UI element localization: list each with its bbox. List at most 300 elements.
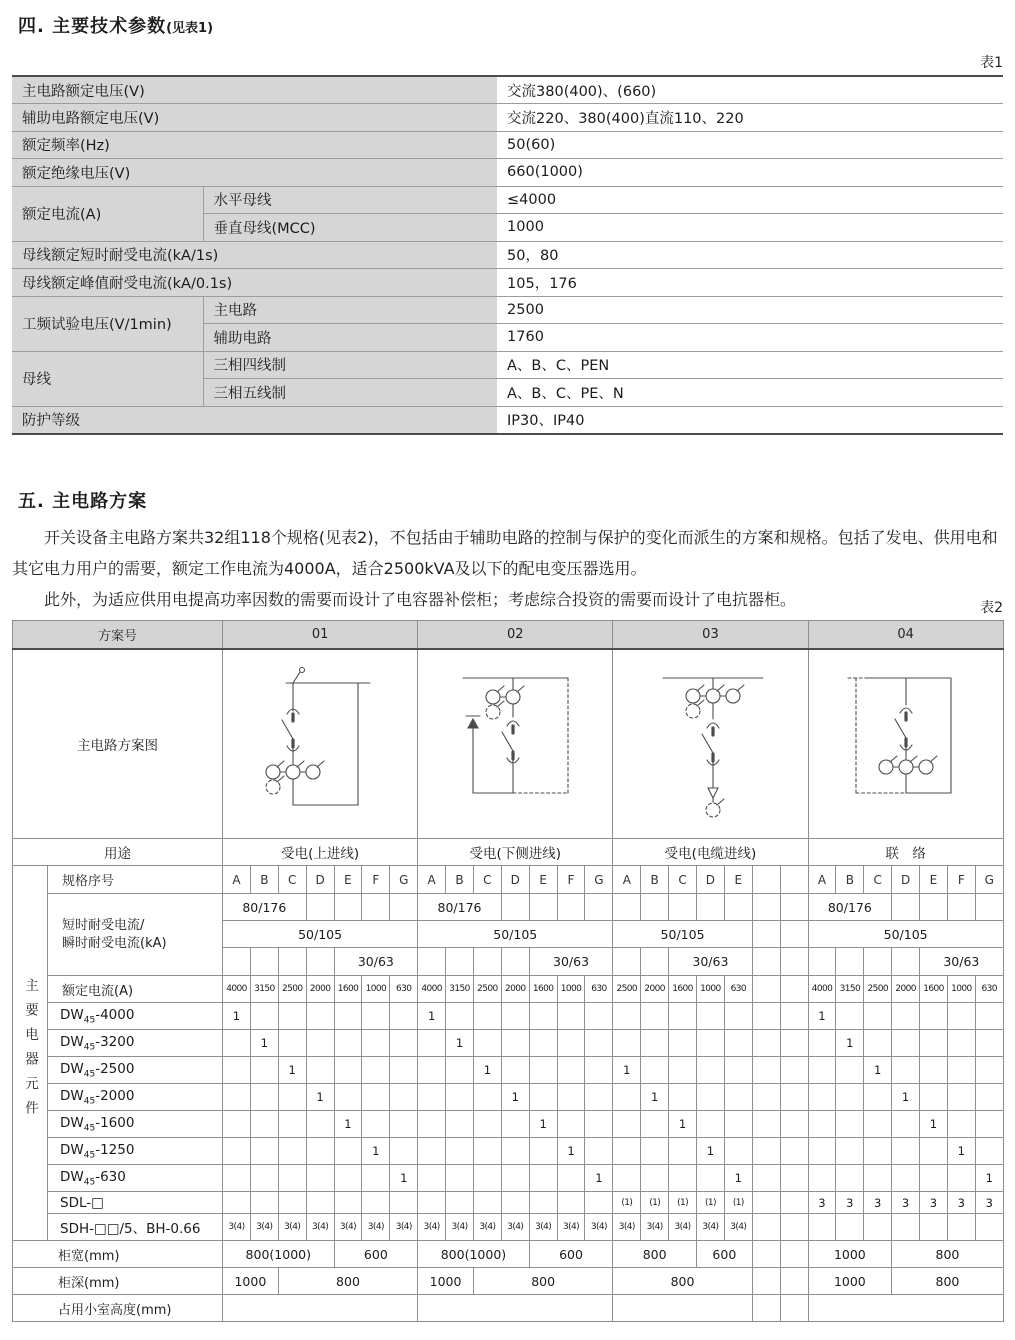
empty-cell — [223, 948, 251, 976]
grid-cell: 1 — [724, 1165, 752, 1192]
empty-cell — [864, 1138, 892, 1165]
empty-cell — [780, 1111, 808, 1138]
device-row-dw45-2000 — [13, 1084, 1004, 1111]
scheme-02-header: 02 — [418, 621, 613, 649]
grid-cell: 800(1000) — [418, 1241, 530, 1268]
empty-cell — [696, 1057, 724, 1084]
param-group-label: 工频试验电压(V/1min) — [12, 296, 203, 351]
section4-note: (见表1) — [166, 21, 214, 36]
empty-cell — [836, 1084, 864, 1111]
param-label: 额定绝缘电压(V) — [12, 159, 497, 187]
empty-cell — [501, 1165, 529, 1192]
empty-cell — [278, 948, 306, 976]
grid-cell: 3(4) — [501, 1214, 529, 1241]
cabinet-width-row — [13, 1241, 1004, 1268]
empty-cell — [250, 1111, 278, 1138]
empty-cell — [278, 1111, 306, 1138]
empty-cell — [390, 894, 418, 921]
empty-cell — [975, 1084, 1003, 1111]
empty-cell — [613, 948, 641, 976]
empty-cell — [418, 1295, 613, 1322]
empty-cell — [808, 1165, 836, 1192]
grid-cell: 3(4) — [418, 1214, 446, 1241]
empty-cell — [892, 1003, 920, 1030]
grid-cell: E — [529, 866, 557, 894]
grid-cell: C — [278, 866, 306, 894]
empty-cell — [306, 1057, 334, 1084]
empty-cell — [947, 1214, 975, 1241]
empty-cell — [278, 1030, 306, 1057]
grid-cell: 1000 — [808, 1241, 892, 1268]
empty-cell — [836, 1057, 864, 1084]
param-sub-label: 三相四线制 — [203, 351, 497, 379]
grid-cell: 2500 — [864, 976, 892, 1003]
param-value: A、B、C、PE、N — [497, 379, 1003, 407]
grid-cell: E — [334, 866, 362, 894]
grid-cell: 1 — [446, 1030, 474, 1057]
empty-cell — [585, 1192, 613, 1214]
table-row — [12, 186, 1003, 214]
param-sub-label: 辅助电路 — [203, 324, 497, 352]
empty-cell — [278, 1192, 306, 1214]
empty-cell — [529, 1030, 557, 1057]
empty-cell — [613, 894, 641, 921]
grid-cell: 3 — [947, 1192, 975, 1214]
scheme-04-header: 04 — [808, 621, 1003, 649]
empty-cell — [975, 1111, 1003, 1138]
empty-cell — [390, 1192, 418, 1214]
usage-row-label: 用途 — [13, 839, 223, 866]
device-label: $DW_{45}-630$ — [48, 1165, 223, 1192]
grid-cell: 3(4) — [223, 1214, 251, 1241]
grid-cell: 1000 — [557, 976, 585, 1003]
empty-cell — [362, 1030, 390, 1057]
param-value: 50(60) — [497, 131, 1003, 159]
empty-cell — [864, 1030, 892, 1057]
row-label: 规格序号 — [48, 866, 223, 894]
device-row-dw45-3200 — [13, 1030, 1004, 1057]
grid-cell: 3(4) — [557, 1214, 585, 1241]
empty-cell — [418, 1111, 446, 1138]
circuit-diagram-03 — [613, 649, 808, 839]
grid-cell: 3150 — [836, 976, 864, 1003]
grid-cell: 1 — [306, 1084, 334, 1111]
empty-cell — [278, 1138, 306, 1165]
empty-cell — [501, 1030, 529, 1057]
usage-row — [13, 839, 1004, 866]
empty-cell — [892, 894, 920, 921]
grid-cell: 50/105 — [418, 921, 613, 948]
empty-cell — [613, 1084, 641, 1111]
param-value: 交流380(400)、(660) — [497, 76, 1003, 104]
device-label: $DW_{45}-1250$ — [48, 1138, 223, 1165]
grid-cell: 1 — [892, 1084, 920, 1111]
empty-cell — [696, 1084, 724, 1111]
row-label: 短时耐受电流/ 瞬时耐受电流(kA) — [48, 894, 223, 976]
empty-cell — [752, 1295, 780, 1322]
table-row — [12, 104, 1003, 132]
empty-cell — [724, 1138, 752, 1165]
grid-cell: 2500 — [278, 976, 306, 1003]
empty-cell — [362, 1084, 390, 1111]
empty-cell — [780, 1268, 808, 1295]
usage-scheme-02: 受电(下侧进线) — [418, 839, 613, 866]
withstand-row-high — [13, 894, 1004, 921]
empty-cell — [808, 1084, 836, 1111]
empty-cell — [613, 1295, 752, 1322]
empty-cell — [306, 1165, 334, 1192]
empty-cell — [529, 1003, 557, 1030]
empty-cell — [390, 1084, 418, 1111]
grid-cell: 1 — [390, 1165, 418, 1192]
empty-cell — [752, 1214, 780, 1241]
empty-cell — [306, 1138, 334, 1165]
empty-cell — [473, 1165, 501, 1192]
vertical-label-main-components: 主要电器元件 — [13, 866, 48, 1241]
empty-cell — [975, 1138, 1003, 1165]
empty-cell — [418, 948, 446, 976]
empty-cell — [808, 1214, 836, 1241]
empty-cell — [223, 1030, 251, 1057]
empty-cell — [641, 1030, 669, 1057]
empty-cell — [250, 948, 278, 976]
empty-cell — [557, 1165, 585, 1192]
empty-cell — [780, 1165, 808, 1192]
grid-cell: 1 — [278, 1057, 306, 1084]
empty-cell — [641, 1057, 669, 1084]
empty-cell — [306, 1003, 334, 1030]
empty-cell — [696, 894, 724, 921]
empty-cell — [390, 1057, 418, 1084]
device-row-dw45-1600 — [13, 1111, 1004, 1138]
paragraph-1: 开关设备主电路方案共32组118个规格(见表2)，不包括由于辅助电路的控制与保护的变化而派生的方案和规格。包括了发电、供用电和其它电力用户的需要，额定工作电流为4000A，适合2500kVA及以下的配电变压器选用。 — [12, 528, 998, 578]
grid-cell: 800(1000) — [223, 1241, 335, 1268]
empty-cell — [473, 948, 501, 976]
empty-cell — [585, 1111, 613, 1138]
empty-cell — [808, 1295, 1003, 1322]
empty-cell — [641, 1003, 669, 1030]
table-row — [12, 76, 1003, 104]
empty-cell — [724, 1111, 752, 1138]
empty-cell — [585, 1003, 613, 1030]
empty-cell — [808, 1030, 836, 1057]
device-row-dw45-2500 — [13, 1057, 1004, 1084]
empty-cell — [613, 1138, 641, 1165]
grid-cell: 50/105 — [223, 921, 418, 948]
grid-cell: 3(4) — [669, 1214, 697, 1241]
param-sub-label: 三相五线制 — [203, 379, 497, 407]
table1-caption: 表1 — [980, 55, 1003, 71]
empty-cell — [362, 1165, 390, 1192]
grid-cell: 800 — [473, 1268, 612, 1295]
circuit-diagram-02 — [418, 649, 613, 839]
grid-cell: 1000 — [418, 1268, 474, 1295]
grid-cell: 1600 — [529, 976, 557, 1003]
grid-cell: 1600 — [669, 976, 697, 1003]
grid-cell: F — [947, 866, 975, 894]
empty-cell — [390, 1030, 418, 1057]
empty-cell — [892, 1165, 920, 1192]
empty-cell — [808, 948, 836, 976]
grid-cell: G — [390, 866, 418, 894]
empty-cell — [752, 1165, 780, 1192]
param-label: 额定频率(Hz) — [12, 131, 497, 159]
empty-cell — [334, 894, 362, 921]
empty-cell — [446, 1003, 474, 1030]
grid-cell: 600 — [334, 1241, 418, 1268]
empty-cell — [334, 1003, 362, 1030]
empty-cell — [752, 1192, 780, 1214]
grid-cell: (1) — [641, 1192, 669, 1214]
empty-cell — [696, 1003, 724, 1030]
empty-cell — [501, 948, 529, 976]
grid-cell: 3(4) — [473, 1214, 501, 1241]
grid-cell: 3 — [892, 1192, 920, 1214]
empty-cell — [446, 1192, 474, 1214]
param-sub-label: 主电路 — [203, 296, 497, 324]
param-label: 母线额定短时耐受电流(kA/1s) — [12, 241, 497, 269]
table-row — [12, 406, 1003, 434]
empty-cell — [892, 1138, 920, 1165]
empty-cell — [334, 1192, 362, 1214]
empty-cell — [473, 1138, 501, 1165]
empty-cell — [920, 1003, 948, 1030]
empty-cell — [696, 1111, 724, 1138]
grid-cell: 3(4) — [585, 1214, 613, 1241]
section5-body — [12, 522, 1003, 615]
empty-cell — [250, 1057, 278, 1084]
empty-cell — [334, 1030, 362, 1057]
empty-cell — [641, 894, 669, 921]
empty-cell — [752, 1057, 780, 1084]
empty-cell — [501, 894, 529, 921]
grid-cell: 1 — [669, 1111, 697, 1138]
empty-cell — [613, 1030, 641, 1057]
grid-cell: 3150 — [250, 976, 278, 1003]
empty-cell — [613, 1003, 641, 1030]
empty-cell — [920, 1138, 948, 1165]
scheme-03-header: 03 — [613, 621, 808, 649]
empty-cell — [473, 1111, 501, 1138]
empty-cell — [864, 1003, 892, 1030]
grid-cell: 1 — [362, 1138, 390, 1165]
grid-cell: 4000 — [808, 976, 836, 1003]
grid-cell: B — [250, 866, 278, 894]
empty-cell — [585, 1057, 613, 1084]
grid-cell: (1) — [696, 1192, 724, 1214]
empty-cell — [446, 1084, 474, 1111]
device-row-dw45-1250 — [13, 1138, 1004, 1165]
empty-cell — [780, 1138, 808, 1165]
param-value: 交流220、380(400)直流110、220 — [497, 104, 1003, 132]
param-sub-label: 水平母线 — [203, 186, 497, 214]
empty-cell — [780, 976, 808, 1003]
empty-cell — [836, 1165, 864, 1192]
grid-cell: 80/176 — [808, 894, 892, 921]
empty-cell — [223, 1165, 251, 1192]
empty-cell — [975, 1057, 1003, 1084]
empty-cell — [250, 1192, 278, 1214]
grid-cell: 800 — [892, 1268, 1004, 1295]
grid-cell: 1 — [947, 1138, 975, 1165]
empty-cell — [780, 1214, 808, 1241]
empty-cell — [864, 1214, 892, 1241]
table2-caption: 表2 — [980, 600, 1003, 616]
empty-cell — [557, 894, 585, 921]
table-row — [12, 131, 1003, 159]
empty-cell — [585, 1084, 613, 1111]
empty-cell — [362, 1192, 390, 1214]
empty-cell — [752, 1030, 780, 1057]
param-value: A、B、C、PEN — [497, 351, 1003, 379]
device-row-sdl — [13, 1192, 1004, 1214]
empty-cell — [418, 1084, 446, 1111]
empty-cell — [529, 1138, 557, 1165]
empty-cell — [362, 894, 390, 921]
empty-cell — [892, 948, 920, 976]
empty-cell — [752, 976, 780, 1003]
section5-title: 五. 主电路方案 — [18, 491, 148, 512]
grid-cell: 3(4) — [334, 1214, 362, 1241]
grid-cell: G — [585, 866, 613, 894]
empty-cell — [780, 1003, 808, 1030]
grid-cell: 2000 — [501, 976, 529, 1003]
empty-cell — [641, 1165, 669, 1192]
grid-cell: 3(4) — [390, 1214, 418, 1241]
empty-cell — [278, 1084, 306, 1111]
empty-cell — [947, 1057, 975, 1084]
empty-cell — [501, 1003, 529, 1030]
grid-cell: E — [724, 866, 752, 894]
param-value: 105，176 — [497, 269, 1003, 297]
grid-cell: 1 — [975, 1165, 1003, 1192]
grid-cell: 3(4) — [278, 1214, 306, 1241]
empty-cell — [223, 1057, 251, 1084]
empty-cell — [780, 1192, 808, 1214]
table1-technical-parameters — [12, 75, 1003, 435]
empty-cell — [780, 948, 808, 976]
spec-number-row — [13, 866, 1004, 894]
empty-cell — [501, 1111, 529, 1138]
usage-scheme-04: 联 络 — [808, 839, 1003, 866]
empty-cell — [975, 1030, 1003, 1057]
grid-cell: 630 — [585, 976, 613, 1003]
grid-cell: 2000 — [641, 976, 669, 1003]
empty-cell — [418, 1030, 446, 1057]
grid-cell: F — [362, 866, 390, 894]
grid-cell: 3(4) — [446, 1214, 474, 1241]
grid-cell: 1 — [920, 1111, 948, 1138]
empty-cell — [920, 1084, 948, 1111]
empty-cell — [529, 1057, 557, 1084]
grid-cell: (1) — [613, 1192, 641, 1214]
empty-cell — [752, 1111, 780, 1138]
device-row-dw45-4000 — [13, 1003, 1004, 1030]
grid-cell: 4000 — [223, 976, 251, 1003]
empty-cell — [362, 1111, 390, 1138]
empty-cell — [752, 866, 780, 894]
empty-cell — [473, 1030, 501, 1057]
empty-cell — [473, 1192, 501, 1214]
grid-cell: 30/63 — [529, 948, 613, 976]
empty-cell — [585, 1138, 613, 1165]
grid-cell: 1 — [864, 1057, 892, 1084]
param-label: 防护等级 — [12, 406, 497, 434]
empty-cell — [947, 1084, 975, 1111]
row-label: 柜深(mm) — [13, 1268, 223, 1295]
grid-cell: E — [920, 866, 948, 894]
empty-cell — [613, 1165, 641, 1192]
param-label: 母线额定峰值耐受电流(kA/0.1s) — [12, 269, 497, 297]
grid-cell: 50/105 — [808, 921, 1003, 948]
empty-cell — [223, 1192, 251, 1214]
grid-cell: 3(4) — [613, 1214, 641, 1241]
empty-cell — [529, 1165, 557, 1192]
device-row-dw45-630 — [13, 1165, 1004, 1192]
grid-cell: 1600 — [920, 976, 948, 1003]
empty-cell — [223, 1111, 251, 1138]
grid-cell: 1000 — [696, 976, 724, 1003]
empty-cell — [752, 1084, 780, 1111]
empty-cell — [780, 1241, 808, 1268]
grid-cell: 630 — [724, 976, 752, 1003]
empty-cell — [223, 1084, 251, 1111]
empty-cell — [557, 1084, 585, 1111]
empty-cell — [780, 1084, 808, 1111]
empty-cell — [669, 1084, 697, 1111]
grid-cell: A — [613, 866, 641, 894]
empty-cell — [947, 1165, 975, 1192]
empty-cell — [947, 1030, 975, 1057]
grid-cell: 30/63 — [669, 948, 753, 976]
empty-cell — [780, 894, 808, 921]
diagram-row-label: 主电路方案图 — [13, 649, 223, 839]
empty-cell — [669, 1165, 697, 1192]
grid-cell: 1600 — [334, 976, 362, 1003]
empty-cell — [808, 1138, 836, 1165]
param-value: 2500 — [497, 296, 1003, 324]
table-row — [12, 241, 1003, 269]
device-label: $DW_{45}-2500$ — [48, 1057, 223, 1084]
empty-cell — [920, 894, 948, 921]
empty-cell — [473, 1003, 501, 1030]
device-label: $DW_{45}-2000$ — [48, 1084, 223, 1111]
section4-title: 四. 主要技术参数 — [18, 16, 167, 37]
param-label: 主电路额定电压(V) — [12, 76, 497, 104]
empty-cell — [836, 1003, 864, 1030]
grid-cell: 1 — [641, 1084, 669, 1111]
grid-cell: 800 — [892, 1241, 1004, 1268]
empty-cell — [223, 1295, 418, 1322]
empty-cell — [780, 1295, 808, 1322]
grid-cell: 3(4) — [641, 1214, 669, 1241]
circuit-diagram-01 — [223, 649, 418, 839]
empty-cell — [641, 1111, 669, 1138]
device-label: SDH-□□/5、BH-0.66 — [48, 1214, 223, 1241]
grid-cell: 3 — [975, 1192, 1003, 1214]
empty-cell — [501, 1057, 529, 1084]
param-sub-label: 垂直母线(MCC) — [203, 214, 497, 242]
row-label: 额定电流(A) — [48, 976, 223, 1003]
empty-cell — [306, 1030, 334, 1057]
empty-cell — [808, 1111, 836, 1138]
grid-cell: C — [473, 866, 501, 894]
empty-cell — [334, 1138, 362, 1165]
grid-cell: G — [975, 866, 1003, 894]
empty-cell — [613, 1111, 641, 1138]
empty-cell — [641, 1138, 669, 1165]
empty-cell — [223, 1138, 251, 1165]
